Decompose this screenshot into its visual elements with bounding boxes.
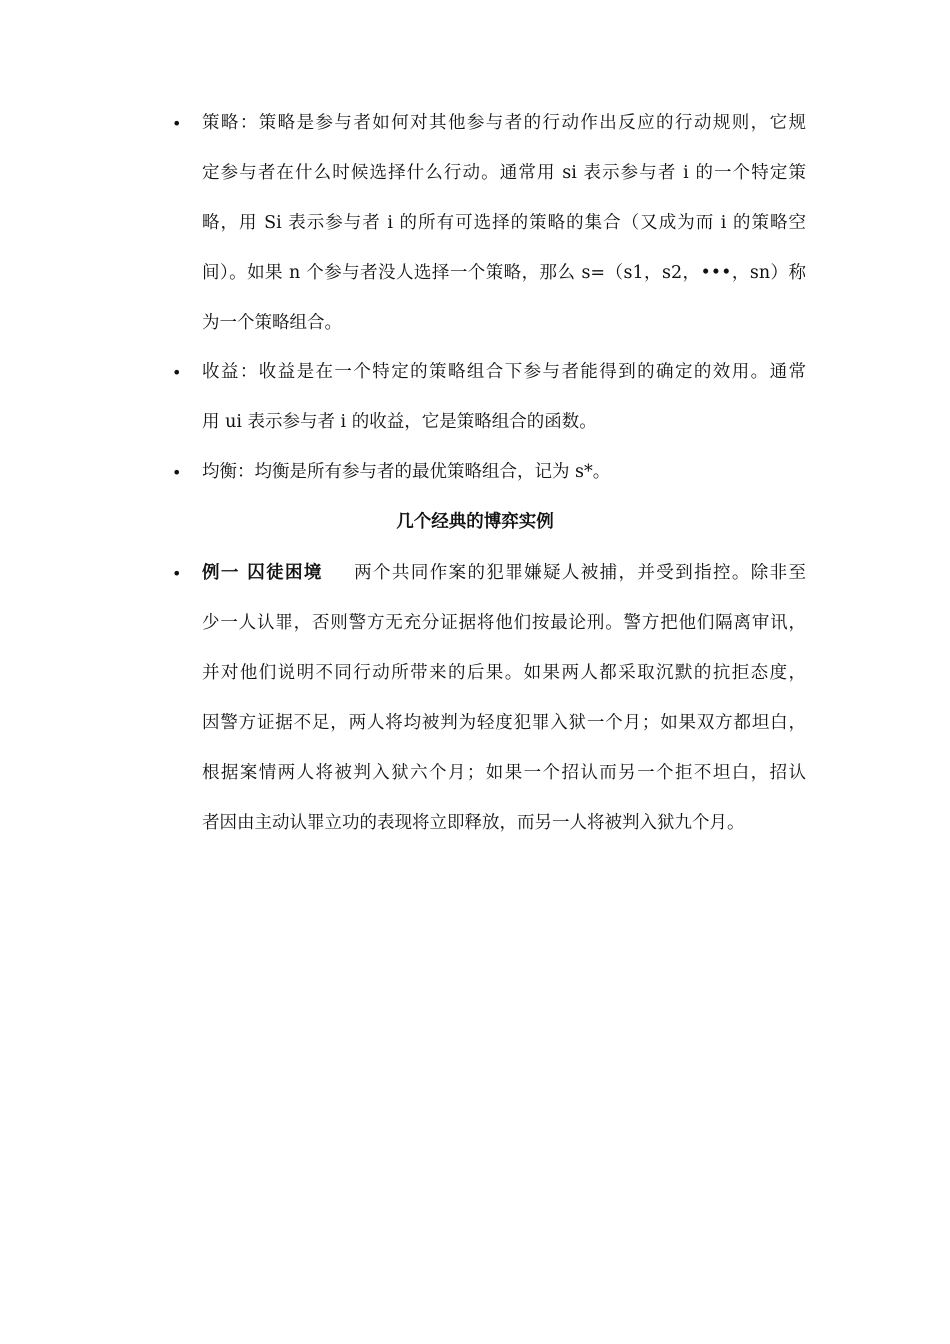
paragraph-line: 收益：收益是在一个特定的策略组合下参与者能得到的确定的效用。通常	[202, 362, 806, 382]
example-first-line	[202, 561, 806, 586]
paragraph-line: 均衡：均衡是所有参与者的最优策略组合，记为 s*。	[202, 462, 611, 482]
paragraph-line: 定参与者在什么时候选择什么行动。通常用 si 表示参与者 i 的一个特定策	[202, 163, 806, 183]
example-label: 例一 囚徒困境	[202, 563, 323, 583]
paragraph-line: 间）。如果 n 个参与者没人选择一个策略，那么 s=（s1，s2，•••，sn）称	[202, 263, 806, 283]
paragraph-line: 为一个策略组合。	[202, 313, 342, 333]
paragraph-line: 少一人认罪，否则警方无充分证据将他们按最论刑。警方把他们隔离审讯，	[202, 613, 806, 633]
example-first-line-text: 两个共同作案的犯罪嫌疑人被捕，并受到指控。除非至	[352, 563, 806, 583]
bullet-marker: •	[172, 564, 182, 583]
bullet-marker: •	[172, 114, 182, 133]
paragraph-line: 略，用 Si 表示参与者 i 的所有可选择的策略的集合（又成为而 i 的策略空	[202, 213, 806, 233]
paragraph-line: 策略：策略是参与者如何对其他参与者的行动作出反应的行动规则，它规	[202, 113, 806, 133]
paragraph-line: 用 ui 表示参与者 i 的收益，它是策略组合的函数。	[202, 412, 597, 432]
bullet-marker: •	[172, 463, 182, 482]
paragraph-line: 者因由主动认罪立功的表现将立即释放，而另一人将被判入狱九个月。	[202, 813, 745, 833]
paragraph-line: 并对他们说明不同行动所带来的后果。如果两人都采取沉默的抗拒态度，	[202, 663, 806, 683]
bullet-marker: •	[172, 363, 182, 382]
section-heading: 几个经典的博弈实例	[396, 512, 554, 532]
paragraph-line: 根据案情两人将被判入狱六个月；如果一个招认而另一个拒不坦白，招认	[202, 763, 806, 783]
paragraph-line: 因警方证据不足，两人将均被判为轻度犯罪入狱一个月；如果双方都坦白，	[202, 713, 806, 733]
